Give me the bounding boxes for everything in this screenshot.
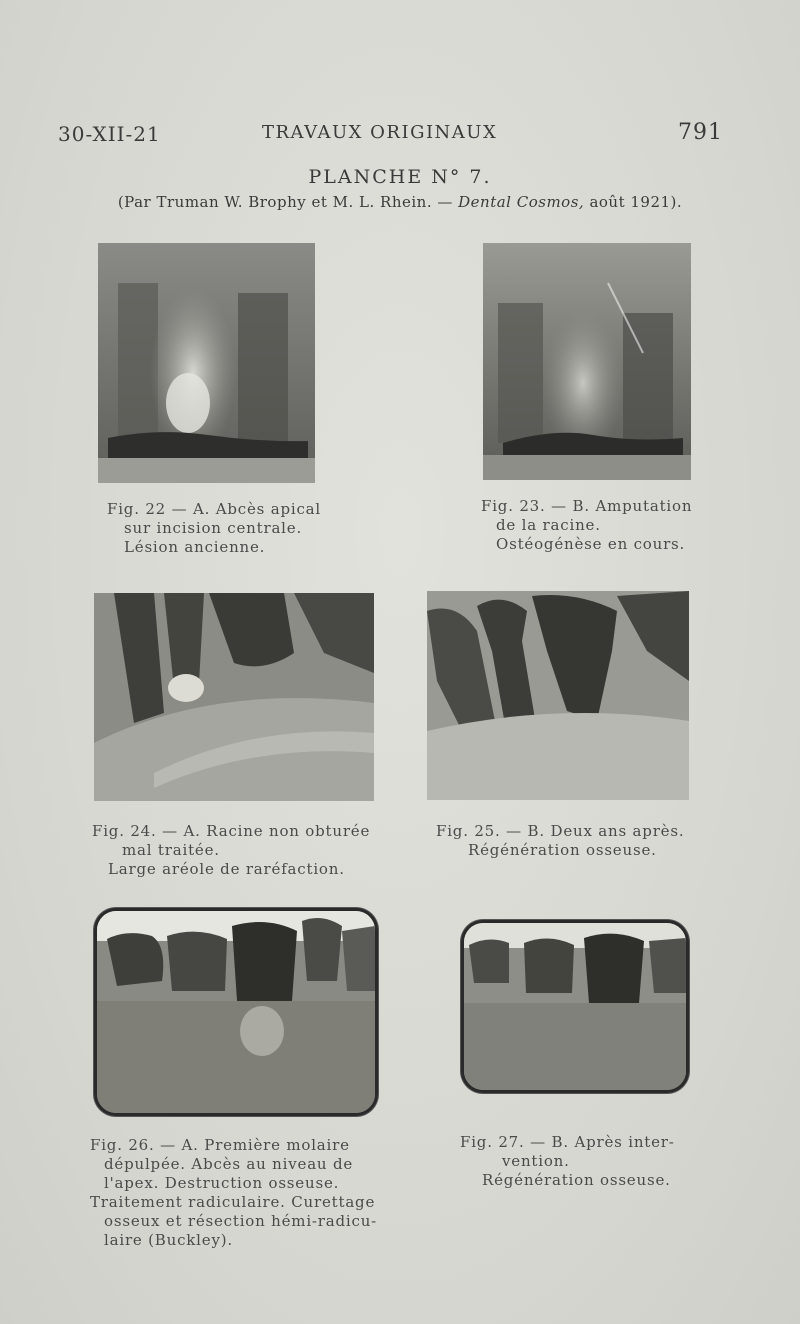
fig26-caption-line: Traitement radiculaire. Curettage	[90, 1193, 376, 1211]
fig26-caption-line: dépulpée. Abcès au niveau de	[104, 1155, 354, 1173]
fig23-caption	[481, 497, 692, 554]
fig23-caption-line: Ostéogénèse en cours.	[496, 535, 686, 553]
fig25-radiograph	[427, 591, 689, 800]
fig24-caption	[92, 822, 370, 879]
fig27-caption-line: Fig. 27. — B. Après inter-	[460, 1133, 675, 1151]
fig24-radiograph	[94, 593, 374, 801]
fig26-caption-line: l'apex. Destruction osseuse.	[104, 1174, 340, 1192]
fig22-caption	[107, 500, 321, 557]
fig24-caption-line: Large aréole de raréfaction.	[108, 860, 345, 878]
header-date: 30-XII-21	[58, 122, 161, 146]
fig23-caption-line: Fig. 23. — B. Amputation	[481, 497, 693, 515]
fig27-caption-line: Régénération osseuse.	[482, 1171, 671, 1189]
source-prefix: (Par Truman W. Brophy et M. L. Rhein. —	[117, 193, 459, 211]
fig26-radiograph	[94, 908, 378, 1116]
fig26-caption-line: laire (Buckley).	[104, 1231, 233, 1249]
header-section: TRAVAUX ORIGINAUX	[262, 122, 498, 143]
fig25-caption-line: Régénération osseuse.	[468, 841, 657, 859]
fig23-caption-line: de la racine.	[496, 516, 601, 534]
plate-title: PLANCHE N° 7.	[308, 166, 492, 188]
fig22-caption-line: sur incision centrale.	[124, 519, 303, 537]
fig26-caption-line: osseux et résection hémi-radicu-	[104, 1212, 378, 1230]
fig25-caption-line: Fig. 25. — B. Deux ans après.	[436, 822, 685, 840]
fig27-radiograph	[461, 920, 689, 1093]
fig22-caption-line: Fig. 22 — A. Abcès apical	[107, 500, 321, 518]
plate-source	[0, 193, 800, 211]
fig24-caption-line: Fig. 24. — A. Racine non obturée	[92, 822, 371, 840]
fig22-caption-line: Lésion ancienne.	[124, 538, 266, 556]
fig23-radiograph	[483, 243, 691, 480]
fig26-caption-line: Fig. 26. — A. Première molaire	[90, 1136, 350, 1154]
fig27-caption-line: vention.	[502, 1152, 570, 1170]
fig25-caption	[436, 822, 684, 860]
header-page-number: 791	[678, 120, 723, 145]
fig22-radiograph	[98, 243, 315, 483]
source-journal: Dental Cosmos,	[458, 193, 585, 211]
source-suffix: août 1921).	[584, 193, 683, 211]
fig24-caption-line: mal traitée.	[122, 841, 220, 859]
fig27-caption	[460, 1133, 675, 1190]
fig26-caption	[90, 1136, 377, 1250]
